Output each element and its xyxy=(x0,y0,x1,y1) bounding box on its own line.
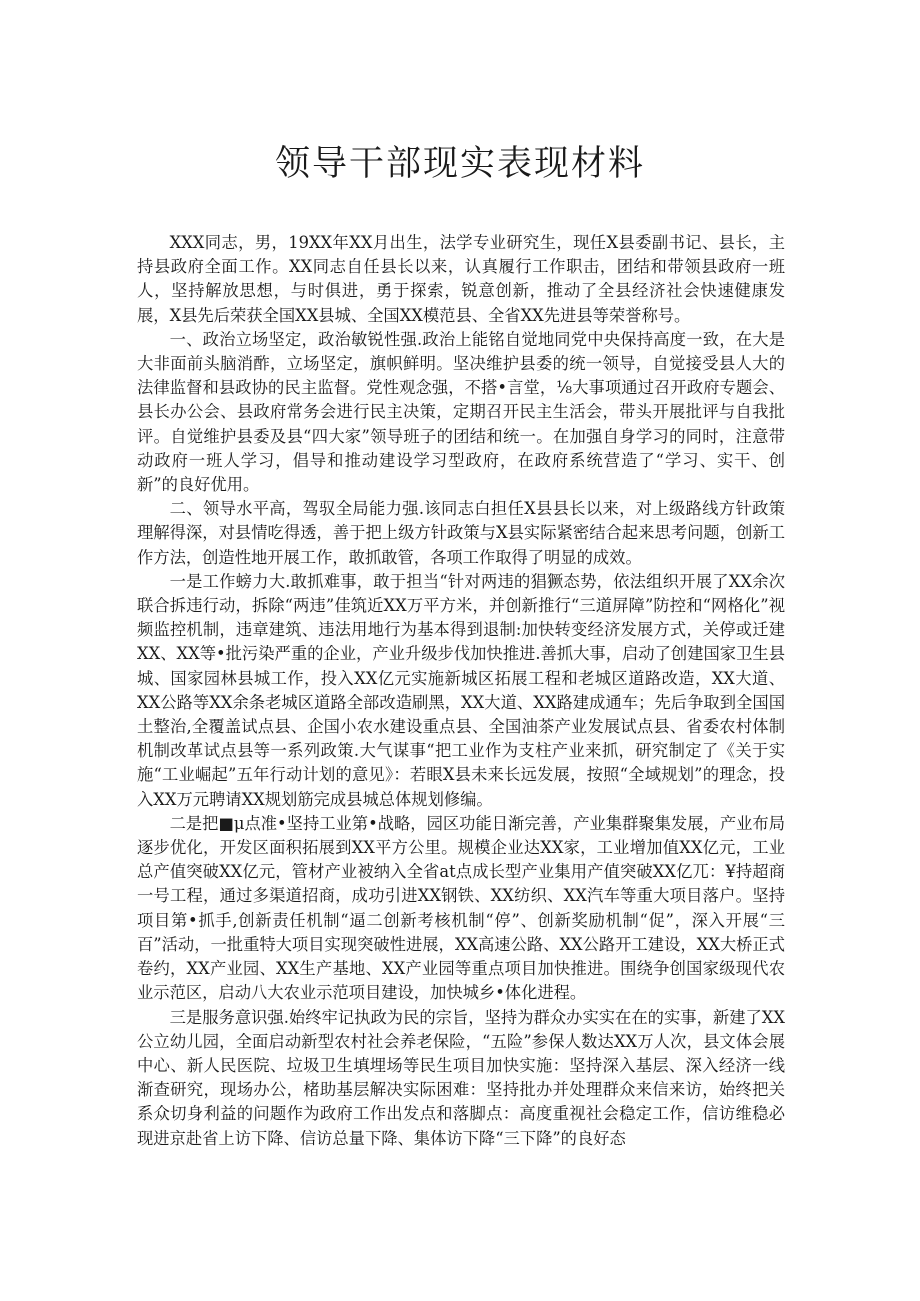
document-body xyxy=(137,231,785,1151)
paragraph-service-awareness: 三是服务意识强.始终牢记执政为民的宗旨，坚持为群众办实实在在的实事，新建了XX公立幼儿园，全面启动新型农村社会养老保险，“五险”参保人数达XX万人次，县文体会展中心、新人民医院、垃圾卫生填埋场等民生项目加快实施：坚持深入基层、深入经济一线渐查研究，现场办公，楮助基层解决实际困难：坚持批办并处理群众来信来访，始终把关系众切身利益的问题作为政府工作出发点和落脚点：高度重视社会稳定工作，信访维稳必现进京赴省上访下降、信访总量下降、集体访下降“三下降”的良好态 xyxy=(137,1007,785,1148)
paragraph-leadership-level: 二、领导水平高，驾驭全局能力强.该同志白担任X县县长以来，对上级路线方针政策理解得深，对县情吃得透，善于把上级方针政策与X县实际紧密结合起来思考问题，创新工作方法，创造性地开展工作，敢抓敢管，各项工作取得了明显的成效。 xyxy=(137,499,785,567)
paragraph-intro: XXX同志，男，19XX年XX月出生，法学专业研究生，现任X县委副书记、县长，主持县政府全面工作。XX同志自任县长以来，认真履行工作职击，团结和带领县政府一班人，坚持解放思想，与时俱进，勇于探索，锐意创新，推动了全县经济社会快速健康发展，X县先后荣获全国XX县城、全国XX模范县、全省XX先进县等荣誉称号。 xyxy=(137,233,785,325)
paragraph-political-stance: 一、政治立场坚定，政治敏锐性强.政治上能铭自觉地同党中央保持高度一致，在大是大非面前头脑消酢，立场坚定，旗帜鲜明。坚决维护县委的统一领导，自觉接受县人大的法律监督和县政协的民主监督。党性观念强，不搭•言堂，⅛大事项通过召开政府专题会、县长办公会、县政府常务会进行民主决策，定期召开民主生活会，带头开展批评与自我批评。自觉维护县委及县“四大家”领导班子的团结和统一。在加强自身学习的同时，注意带动政府一班人学习，倡导和推动建设学习型政府，在政府系统营造了“学习、实干、创新”的良好优用。 xyxy=(137,329,785,495)
paragraph-work-strength: 一是工作螃力大.敢抓难事，敢于担当“针对两违的猖獗态势，依法组织开展了XX余次联合拆违行动，拆除“两违”佳筑近XX万平方米，并创新推行“三道屏障”防控和“网格化”视频监控机制，违章建筑、违法用地行为基本得到退制:加快转变经济发展方式，关停或迁建XX、XX等•批污染严重的企业，产业升级步伐加快推进.善抓大事，启动了创建国家卫生县城、国家园林县城工作，投入XX亿元实施新城区拓展工程和老城区道路改造，XX大道、XX公路等XX余条老城区道路全部改造刷黑，XX大道、XX路建成通车；先后争取到全国国土整治,全覆盖试点县、企国小农水建设重点县、全国油茶产业发展试点县、省委农村体制机制改革试点县等一系列政策.大气谋事“把工业作为支柱产业来抓，研究制定了《关于实施“工业崛起”五年行动计划的意见》：若眼X县未来长远发展，按照“全域规划”的理念，投入XX万元聘请XX规划筋完成县城总体规划修编。 xyxy=(137,571,785,809)
page-title: 领导干部现实表现材料 xyxy=(274,144,645,184)
paragraph-industry-focus: 二是把■μ点准•坚持工业第•战略，园区功能日渐完善，产业集群聚集发展，产业布局逐步优化，开发区面积拓展到XX平方公里。规模企业达XX家，工业增加值XX亿元，工业总产值突破XX亿元，管材产业被纳入全省at点成长型产业集用产值突破XX亿兀：¥持超商一号工程，通过多渠道招商，成功引进XX钢铁、XX纺织、XX汽车等重大项目落户。坚持项目第•抓手,创新责任机制“逼二创新考核机制“停”、创新奖励机制“促”，深入开展“三百”活动，一批重特大项目实现突破性进展，XX高速公路、XX公路开工建设，XX大桥正式卷约，XX产业园、XX生产基地、XX产业园等重点项目加快推进。围绕争创国家级现代农业示范区，启动八大农业示范项目建设，加快城乡•体化进程。 xyxy=(137,813,785,1003)
